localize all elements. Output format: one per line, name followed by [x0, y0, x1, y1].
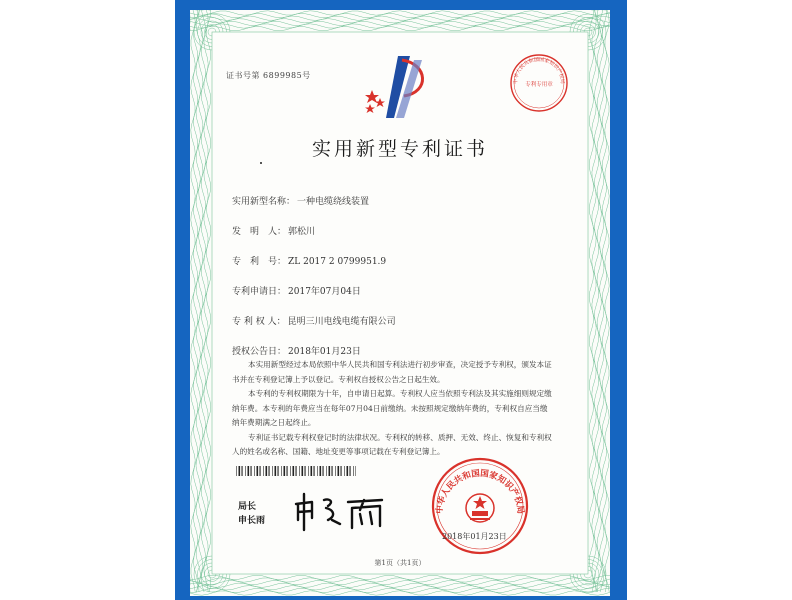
small-seal-line1: 中华人民共和国国家知识产权局 [512, 56, 566, 84]
body-paragraph-1: 本实用新型经过本局依照中华人民共和国专利法进行初步审查，决定授予专利权，颁发本证书并在专利登记簿上予以登记。专利权自授权公告之日起生效。 [232, 360, 552, 384]
certificate-number-label: 证书号第 [226, 71, 260, 80]
svg-text:中华人民共和国国家知识产权局 [512, 56, 566, 84]
signature-block [238, 500, 265, 528]
field-patentee-label: 专 利 权 人： [232, 317, 286, 327]
patent-office-logo [358, 52, 442, 124]
decorative-dot [260, 162, 262, 164]
director-name: 申长雨 [238, 516, 266, 526]
field-application-date-label: 专利申请日： [232, 287, 287, 297]
certificate-paper [190, 10, 610, 596]
certificate-body [232, 358, 552, 460]
field-patentee [232, 314, 396, 327]
field-grant-date-label: 授权公告日： [232, 347, 287, 357]
field-name-value: 一种电缆绕线装置 [297, 197, 370, 207]
body-paragraph-2: 本专利的专利权期限为十年，自申请日起算。专利权人应当依照专利法及其实施细则规定缴纳年费。本专利的年费应当在每年07月04日前缴纳。未按照规定缴纳年费的，专利权自应当缴纳年费期满之日起终止。 [232, 389, 552, 427]
field-grant-date [232, 344, 361, 357]
field-application-date [232, 284, 361, 297]
seal-date: 2018年01月23日 [442, 532, 507, 541]
certificate-number-value: 6899985号 [263, 71, 311, 80]
certificate-title: 实用新型专利证书 [311, 138, 488, 160]
big-seal-text: 中华人民共和国国家知识产权局 [434, 468, 526, 515]
field-inventor-label: 发 明 人： [232, 227, 287, 237]
small-seal-line2: 专利专用章 [525, 82, 553, 88]
field-patent-number [232, 254, 386, 267]
page-footer: 第1页（共1页） [374, 559, 426, 567]
field-patent-number-label: 专 利 号： [232, 257, 287, 267]
national-emblem [466, 494, 494, 522]
field-application-date-value: 2017年07月04日 [288, 287, 361, 297]
director-title: 局长 [238, 502, 257, 512]
small-red-seal [508, 52, 570, 114]
svg-text:中华人民共和国国家知识产权局 [434, 468, 525, 515]
body-paragraph-3: 专利证书记载专利权登记时的法律状况。专利权的转移、质押、无效、终止、恢复和专利权人的姓名或名称、国籍、地址变更等事项记载在专利登记簿上。 [232, 432, 552, 456]
certificate-number [226, 70, 311, 81]
field-patentee-value: 昆明三川电线电缆有限公司 [287, 317, 396, 327]
field-name-label: 实用新型名称： [232, 197, 296, 207]
field-patent-number-value: ZL 2017 2 0799951.9 [288, 257, 387, 267]
field-name [232, 194, 369, 207]
field-inventor [232, 224, 315, 237]
barcode [236, 466, 356, 476]
field-inventor-value: 郭松川 [288, 227, 316, 237]
field-grant-date-value: 2018年01月23日 [288, 347, 361, 357]
handwritten-signature [290, 490, 390, 534]
